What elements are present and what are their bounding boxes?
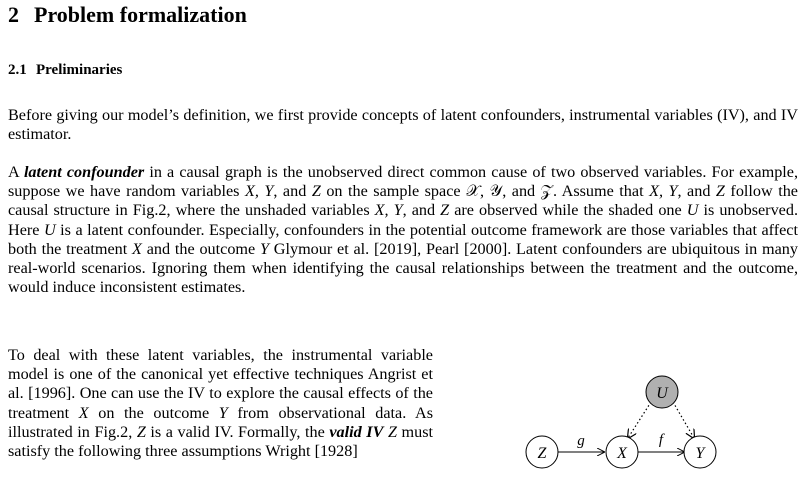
edge-label-g: g	[577, 433, 585, 449]
math-z: Z	[136, 422, 146, 441]
text-run: , and	[273, 182, 312, 201]
text-run: are observed while the shaded one	[449, 201, 687, 220]
text-run: in a causal graph is the unobserved direct common cause of two observed variables. For example, suppose we have random variables	[8, 163, 799, 201]
math-y: Y	[259, 239, 269, 258]
math-z: Z	[715, 182, 725, 201]
text-run: is a latent confounder. Especially, confounders in the potential outcome framework are those variables that affect both the treatment	[8, 220, 798, 258]
math-space-xy: 𝒳, 𝒴	[466, 182, 503, 201]
text-run: must satisfy the following three assumptions Wright [1928]	[8, 422, 433, 461]
text-run: Glymour et al. [2019], Pearl [2000]. Latent confounders are ubiquitous in many real-world scenarios. Ignoring them when identifying the causal relationships between the treatment and the outcome, would induce inconsistent estimates.	[8, 239, 798, 297]
math-space-z: 𝒵	[540, 182, 553, 201]
text-run: To deal with these latent variables, the instrumental variable model is one of the canonical yet effective techniques Angrist et al. [1996]. One can use the IV to explore the causal effects of the treatment	[8, 346, 433, 422]
text-run: , and	[402, 201, 441, 220]
node-label-y: Y	[695, 445, 705, 462]
term-latent-confounder: latent confounder	[23, 163, 145, 181]
text-run: follow the causal structure in Fig.2, where the unshaded variables	[8, 182, 798, 220]
subsection-heading	[8, 62, 122, 79]
section-heading	[8, 2, 247, 28]
node-label-x: X	[617, 445, 627, 462]
causal-graph-figure	[522, 370, 722, 470]
math-xy: X, Y	[649, 182, 678, 201]
math-u: U	[43, 220, 56, 239]
text-run: is unobserved. Here	[8, 201, 798, 239]
text-run: is a valid IV. Formally, the	[145, 422, 330, 441]
text-run: on the sample space	[320, 182, 467, 201]
paragraph-intro: Before giving our model’s definition, we first provide concepts of latent confounders, instrumental variables (IV), and IV estimator.	[8, 106, 798, 144]
math-z: Z	[383, 422, 397, 441]
paragraph-instrumental-variable	[8, 346, 433, 491]
subsection-number: 2.1	[8, 62, 27, 78]
text-run: A	[8, 163, 24, 181]
math-x: X	[78, 403, 89, 422]
text-run: on the outcome	[88, 403, 219, 422]
edge-u-y	[673, 402, 694, 438]
term-valid-iv: valid IV	[329, 422, 384, 441]
text-run: . Assume that	[552, 182, 650, 201]
text-run: from observational data. As illustrated in Fig.2,	[8, 403, 433, 441]
math-z: Z	[311, 182, 321, 201]
math-x: X	[132, 239, 142, 258]
node-label-z: Z	[537, 445, 547, 462]
math-xy: X, Y	[244, 182, 274, 201]
section-title: Problem formalization	[34, 2, 247, 27]
paragraph-latent-confounder	[8, 163, 798, 297]
math-z: Z	[440, 201, 450, 220]
text-run: and the outcome	[141, 239, 260, 258]
subsection-title: Preliminaries	[36, 62, 123, 78]
section-number: 2	[8, 2, 19, 27]
math-u: U	[686, 201, 699, 220]
text-run: , and	[502, 182, 541, 201]
math-xy: X, Y	[374, 201, 403, 220]
node-label-u: U	[656, 385, 668, 402]
text-run: , and	[677, 182, 716, 201]
edge-label-f: f	[658, 432, 664, 448]
edge-u-x	[628, 402, 651, 438]
math-y: Y	[218, 403, 228, 422]
